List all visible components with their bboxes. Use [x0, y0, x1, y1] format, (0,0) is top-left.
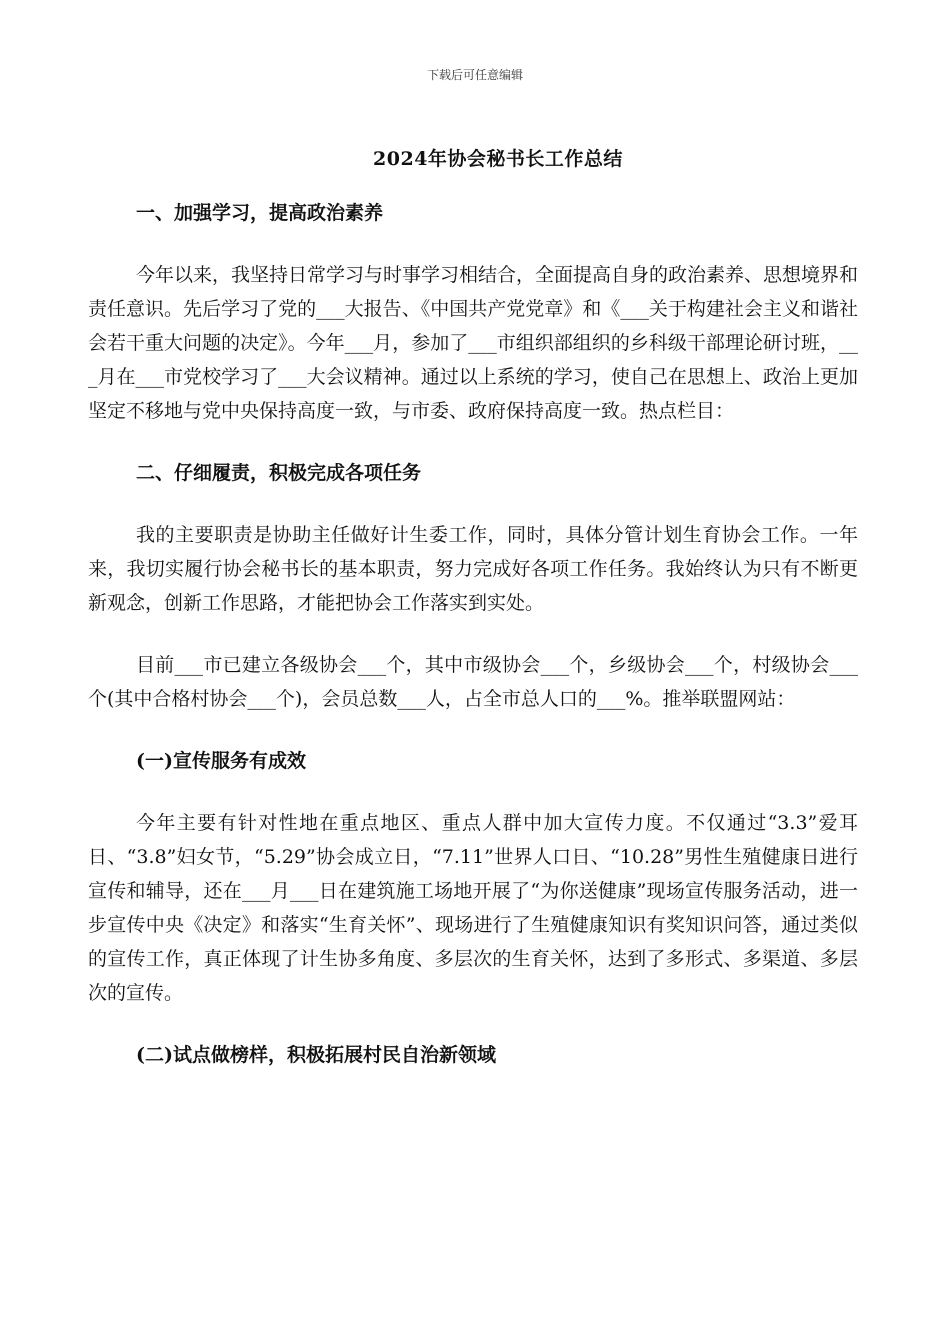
paragraph-duties: 我的主要职责是协助主任做好计生委工作，同时，具体分管计划生育协会工作。一年来，我切实履行协会秘书长的基本职责，努力完成好各项工作任务。我始终认为只有不断更新观念，创新工作思路，才能把协会工作落实到实处。 [88, 524, 858, 614]
section-heading-1: 一、加强学习，提高政治素养 [136, 202, 384, 224]
paragraph-study: 今年以来，我坚持日常学习与时事学习相结合，全面提高自身的政治素养、思想境界和责任意识。先后学习了党的___大报告、《中国共产党党章》和《___关于构建社会主义和谐社会若干重大问题的决定》。今年___月，参加了___市组织部组织的乡科级干部理论研讨班，___月在___市党校学习了___大会议精神。通过以上系统的学习，使自己在思想上、政治上更加坚定不移地与党中央保持高度一致，与市委、政府保持高度一致。热点栏目： [88, 264, 859, 422]
subsection-heading-1: (一)宣传服务有成效 [136, 750, 306, 772]
header-note: 下载后可任意编辑 [426, 68, 523, 82]
document-title: 2024年协会秘书长工作总结 [373, 148, 623, 170]
document-body [88, 196, 858, 1100]
paragraph-statistics: 目前___市已建立各级协会___个，其中市级协会___个，乡级协会___个，村级协会___个(其中合格村协会___个)，会员总数___人，占全市总人口的___%。推举联盟网站： [88, 654, 858, 710]
section-heading-2: 二、仔细履责，积极完成各项任务 [136, 462, 422, 484]
paragraph-publicity: 今年主要有针对性地在重点地区、重点人群中加大宣传力度。不仅通过“3.3”爱耳日、“3.8”妇女节，“5.29”协会成立日，“7.11”世界人口日、“10.28”男性生殖健康日进行宣传和辅导，还在___月___日在建筑施工场地开展了“为你送健康”现场宣传服务活动，进一步宣传中央《决定》和落实“生育关怀”、现场进行了生殖健康知识有奖知识问答，通过类似的宣传工作，真正体现了计生协多角度、多层次的生育关怀，达到了多形式、多渠道、多层次的宣传。 [88, 812, 858, 1004]
subsection-heading-2: (二)试点做榜样，积极拓展村民自治新领域 [136, 1044, 496, 1066]
